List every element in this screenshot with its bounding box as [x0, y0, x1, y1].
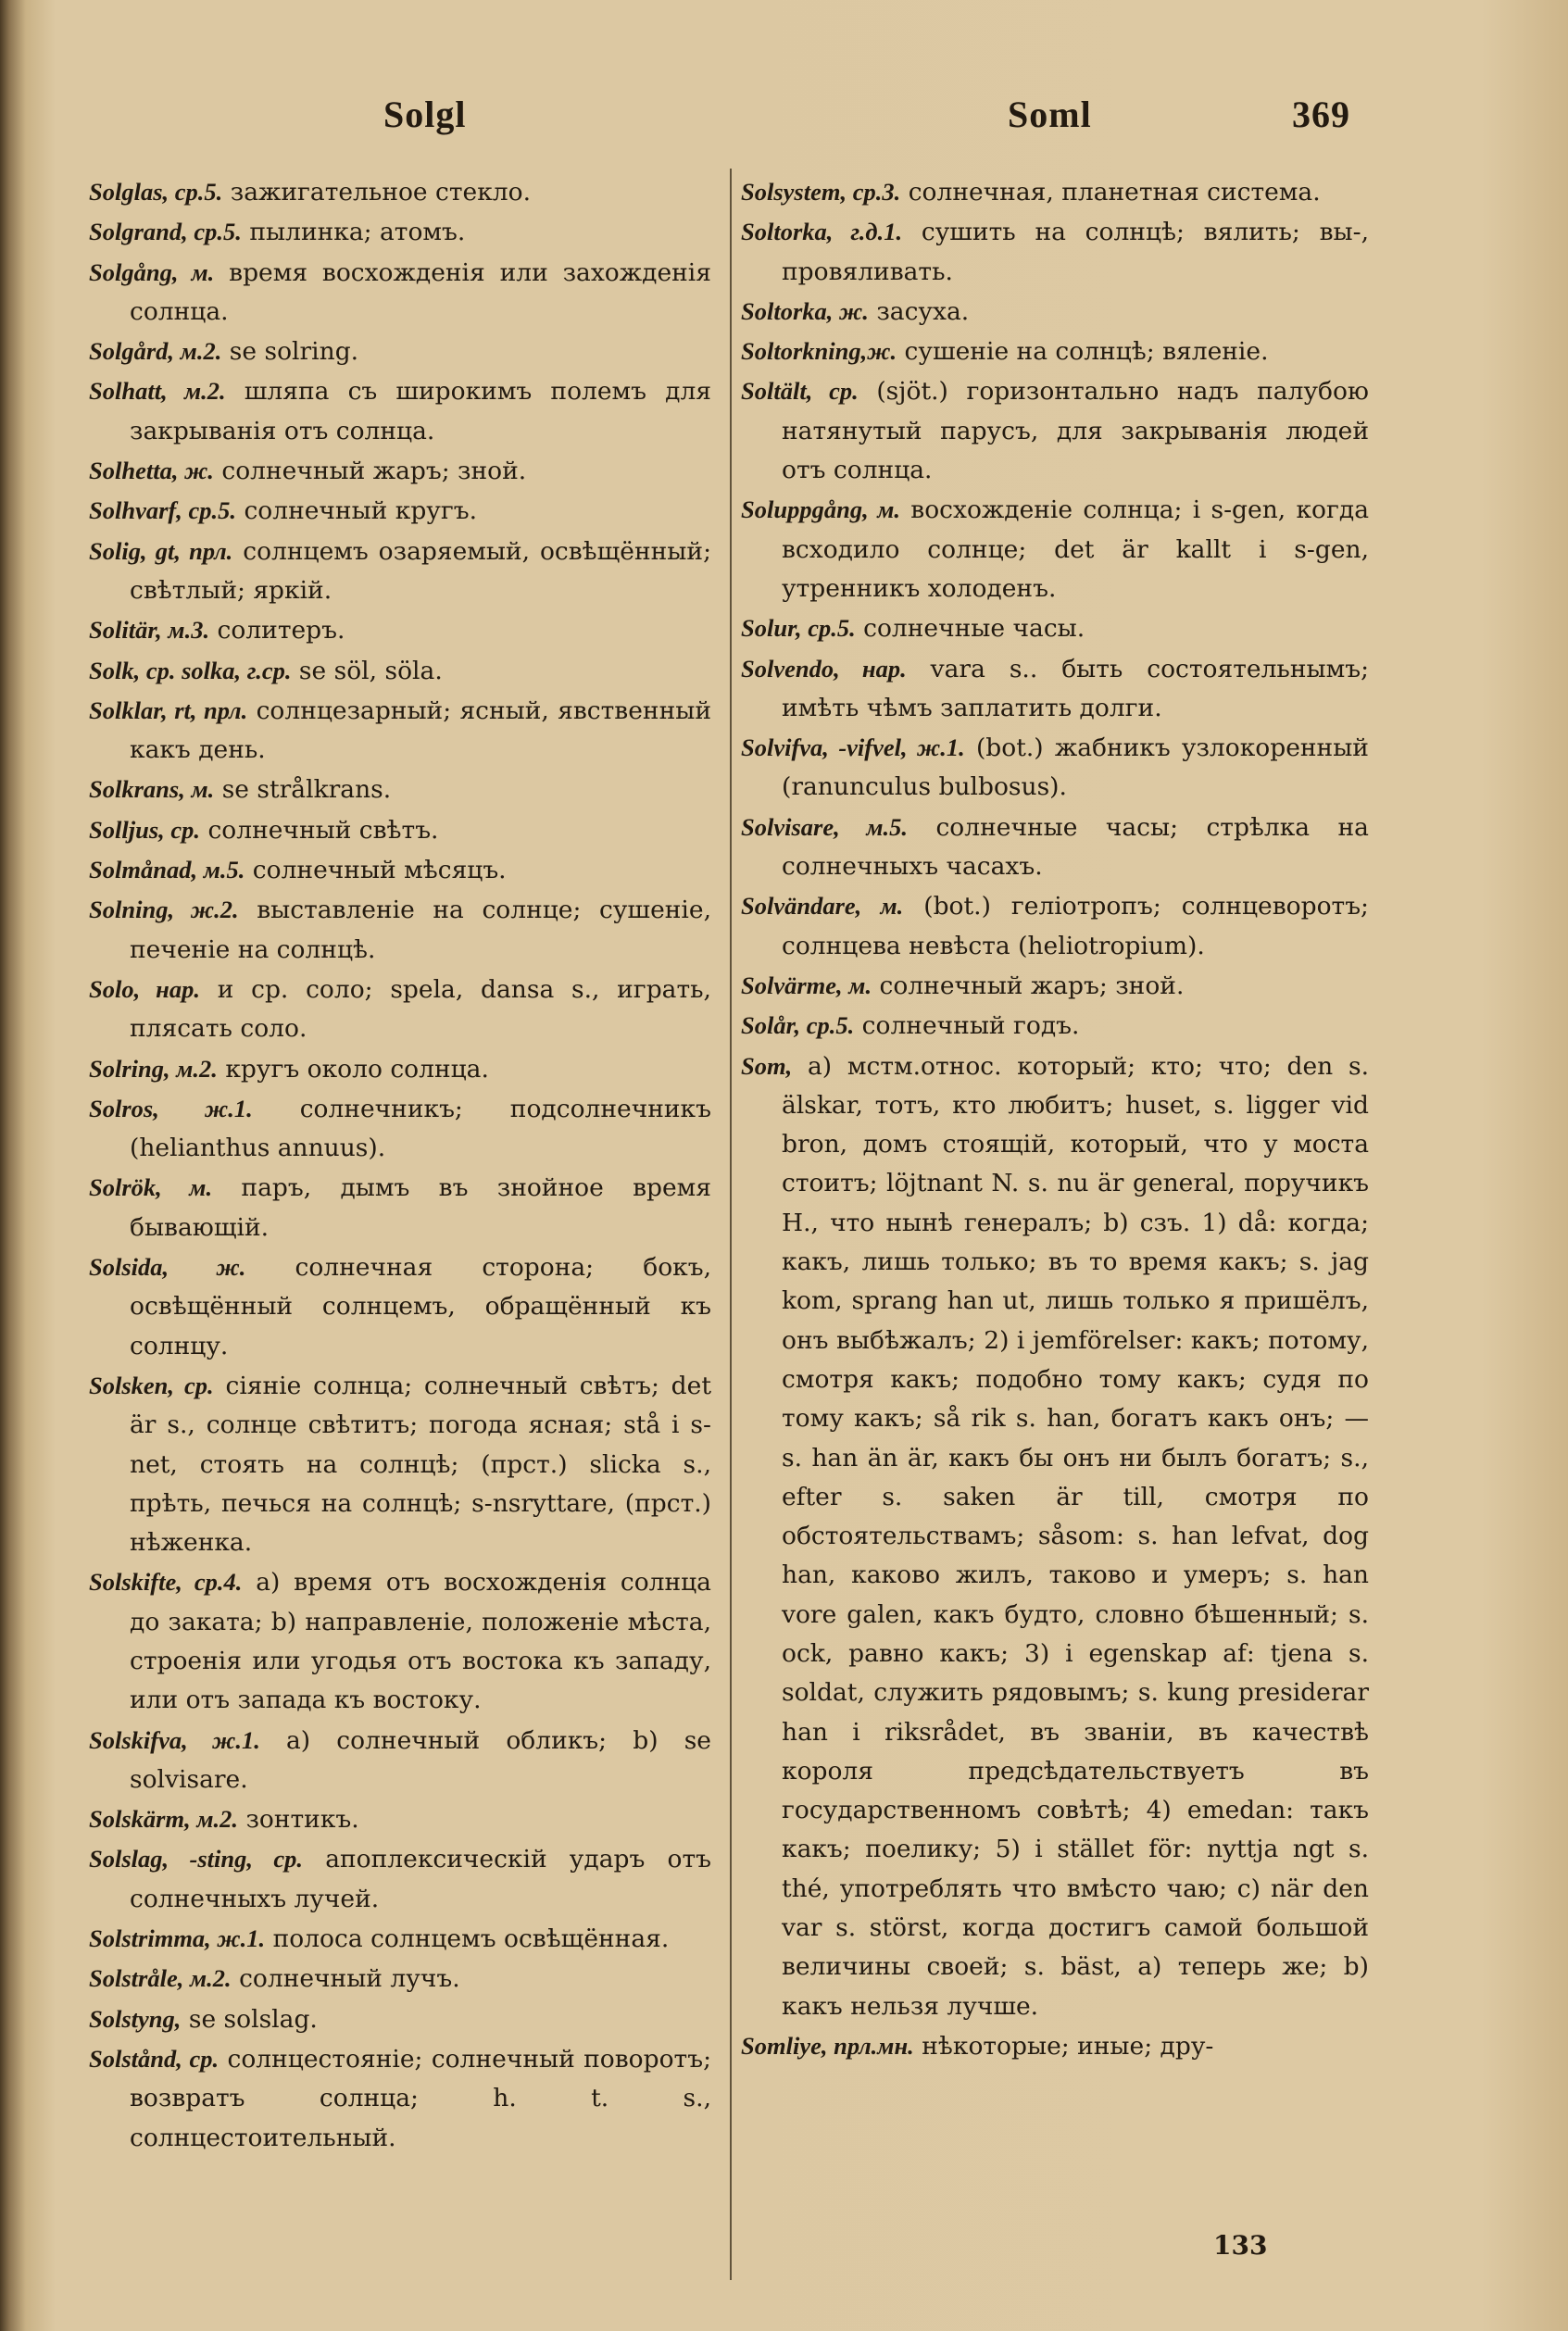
- dictionary-entry: [89, 651, 711, 691]
- entry-headword: Solstyng,: [89, 2004, 182, 2033]
- entry-headword: Solstråle, м.2.: [89, 1964, 232, 1993]
- dictionary-entry: [89, 332, 711, 371]
- dictionary-entry: [89, 890, 711, 970]
- entry-headword: Soluppgång, м.: [741, 495, 900, 524]
- entry-definition: солнцестояніе; солнечный поворотъ; возвратъ солнца; h. t. s., солнцестоительный.: [130, 2044, 711, 2152]
- entry-definition: сушеніе на солнцѣ; вяленіе.: [904, 337, 1269, 367]
- entry-headword: Solskärm, м.2.: [89, 1805, 238, 1834]
- left-column: [89, 172, 711, 2158]
- dictionary-entry: [89, 1049, 711, 1089]
- entry-headword: Solhvarf, ср.5.: [89, 496, 236, 525]
- entry-headword: Som,: [741, 1051, 793, 1080]
- entry-headword: Solrök, м.: [89, 1173, 213, 1202]
- entry-definition: зажигательное стекло.: [230, 178, 531, 207]
- entry-headword: Solgrand, ср.5.: [89, 218, 242, 246]
- dictionary-entry: [89, 1959, 711, 1999]
- entry-headword: Solmånad, м.5.: [89, 856, 245, 884]
- dictionary-entry: [89, 212, 711, 252]
- dictionary-entry: [741, 371, 1369, 490]
- header-left-guide-word: Solgl: [383, 94, 467, 135]
- dictionary-entry: [89, 491, 711, 531]
- entry-headword: Solvifva, -vifvel, ж.1.: [741, 733, 965, 762]
- entry-headword: Solsida, ж.: [89, 1253, 246, 1282]
- entry-definition: se söl, söla.: [298, 656, 443, 685]
- entry-definition: выставленіе на солнце; сушеніе, печеніе на солнцѣ.: [130, 896, 711, 964]
- dictionary-entry: [741, 608, 1369, 648]
- dictionary-entry: [89, 770, 711, 809]
- dictionary-entry: [741, 1046, 1369, 2026]
- entry-definition: нѣкоторые; иные; дру-: [922, 2031, 1214, 2061]
- dictionary-entry: [89, 1799, 711, 1839]
- entry-definition: vara s.. быть состоятельнымъ; имѣть чѣмъ заплатить долги.: [782, 654, 1369, 722]
- dictionary-entry: [741, 332, 1369, 371]
- entry-headword: Solstånd, ср.: [89, 2044, 220, 2073]
- entry-headword: Solvendo, нар.: [741, 654, 907, 683]
- dictionary-entry: [741, 490, 1369, 608]
- entry-headword: Solros, ж.1.: [89, 1094, 253, 1122]
- dictionary-entry: [741, 966, 1369, 1006]
- dictionary-entry: [89, 1839, 711, 1919]
- entry-definition: полоса солнцемъ освѣщённая.: [272, 1924, 670, 1954]
- dictionary-entry: [741, 1006, 1369, 1046]
- entry-definition: se strålkrans.: [221, 775, 392, 805]
- dictionary-entry: [741, 2026, 1369, 2066]
- entry-definition: солнечные часы.: [863, 614, 1085, 644]
- entry-definition: восхожденіе солнца; i s-gen, когда всходило солнце; det är kallt i s-gen, утренникъ холоденъ.: [782, 495, 1369, 603]
- entry-definition: (bot.) геліотропъ; солнцеворотъ; солнцева невѣста (heliotropium).: [782, 892, 1369, 960]
- entry-definition: время восхожденія или захожденія солнца.: [130, 257, 711, 326]
- entry-headword: Solhatt, м.2.: [89, 377, 226, 406]
- entry-headword: Soltält, ср.: [741, 377, 859, 406]
- dictionary-entry: [89, 1089, 711, 1169]
- entry-headword: Solring, м.2.: [89, 1054, 218, 1083]
- entry-definition: солнечникъ; подсолнечникъ (helianthus annuus).: [130, 1094, 711, 1163]
- entry-headword: Solning, ж.2.: [89, 896, 239, 924]
- entry-definition: засуха.: [876, 296, 970, 326]
- dictionary-entry: [89, 172, 711, 212]
- entry-definition: солнечная, планетная система.: [908, 178, 1321, 207]
- entry-definition: (sjöt.) горизонтально надъ палубою натянутый парусъ, для закрыванія людей отъ солнца.: [782, 377, 1370, 485]
- entry-definition: шляпа съ широкимъ полемъ для закрыванія отъ солнца.: [130, 377, 712, 445]
- entry-definition: a) время отъ восхожденія солнца до заката; b) направленіе, положеніе мѣста, строенія или угодья отъ востока къ западу, или отъ запада къ востоку.: [130, 1568, 711, 1715]
- entry-definition: солнцезарный; ясный, явственный какъ день.: [130, 696, 711, 765]
- entry-headword: Solig, gt, прл.: [89, 536, 233, 565]
- dictionary-entry: [89, 1999, 711, 2039]
- dictionary-entry: [89, 1247, 711, 1366]
- dictionary-entry: [741, 172, 1369, 212]
- entry-definition: se solring.: [229, 337, 359, 367]
- dictionary-entry: [741, 808, 1369, 887]
- entry-headword: Soltorka, ж.: [741, 296, 869, 325]
- dictionary-entry: [89, 610, 711, 650]
- running-header: [0, 93, 1568, 148]
- dictionary-entry: [741, 728, 1369, 808]
- dictionary-entry: [89, 1721, 711, 1800]
- dictionary-entry: [89, 371, 711, 451]
- entry-headword: Solljus, ср.: [89, 815, 201, 844]
- dictionary-entry: [89, 451, 711, 491]
- entry-definition: солитеръ.: [217, 616, 345, 645]
- entry-definition: se solslag.: [188, 2004, 318, 2034]
- header-right-guide-word: Soml: [1008, 94, 1092, 135]
- entry-headword: Solkrans, м.: [89, 775, 215, 804]
- entry-definition: солнечный жаръ; зной.: [879, 971, 1185, 1000]
- entry-definition: кругъ около солнца.: [225, 1054, 489, 1084]
- entry-definition: солнечный кругъ.: [244, 496, 478, 526]
- entry-definition: солнечный лучъ.: [239, 1964, 460, 1994]
- entry-definition: сушить на солнцѣ; вялить; вы-, провяливать.: [782, 218, 1369, 286]
- dictionary-entry: [89, 850, 711, 890]
- dictionary-entry: [89, 1919, 711, 1959]
- entry-headword: Solur, ср.5.: [741, 614, 856, 643]
- dictionary-entry: [741, 649, 1369, 729]
- dictionary-entry: [89, 810, 711, 850]
- signature-number: 133: [1213, 2230, 1268, 2261]
- entry-definition: сіяніе солнца; солнечный свѣтъ; det är s., солнце свѣтитъ; погода ясная; stå i s-net, стоять на солнцѣ; (прст.) slicka s., прѣть, печься на солнцѣ; s-nsryttare, (прст.) нѣженка.: [130, 1371, 711, 1558]
- dictionary-entry: [89, 532, 711, 611]
- entry-definition: пылинка; атомъ.: [249, 218, 466, 247]
- entry-definition: a) мстм.относ. который; кто; что; den s. älskar, тотъ, кто любитъ; huset, s. ligger vid bron, домъ стоящій, который, что у моста стоитъ; löjtnant N. s. nu är general, поручикъ Н., что нынѣ генералъ; b) сзъ. 1) då: когда; какъ, лишь только; въ то время какъ; s. jag kom, sprang han ut, лишь только я пришёлъ, онъ выбѣжалъ; 2) i jemförelser: какъ; потому, смотря какъ; подобно тому какъ; судя по тому какъ; så rik s. han, богатъ какъ онъ; — s. han än är, какъ бы онъ ни былъ богатъ; s., efter s. saken är till, смотря по обстоятельствамъ; såsom: s. han lefvat, dog han, каково жилъ, таково и умеръ; s. han vore galen, какъ будто, словно бѣшенный; s. ock, равно какъ; 3) i egenskap af: tjena s. soldat, служить рядовымъ; s. kung presiderar han i riksrådet, въ званіи, въ качествѣ короля предсѣдательствуетъ въ государственномъ совѣтѣ; 4) emedan: такъ какъ; поелику; 5) i stället för: nyttja ngt s. thé, употреблять что вмѣсто чаю; c) när den var s. störst, когда достигъ самой большой величины своей; s. bäst, a) теперь же; b) какъ нельзя лучше.: [782, 1051, 1369, 2021]
- entry-definition: паръ, дымъ въ знойное время бывающій.: [130, 1173, 711, 1242]
- entry-definition: солнечный мѣсяцъ.: [252, 856, 507, 885]
- entry-definition: солнечный годъ.: [861, 1011, 1080, 1041]
- entry-definition: (bot.) жабникъ узлокоренный (ranunculus bulbosus).: [782, 733, 1369, 802]
- entry-definition: апоплексическій ударъ отъ солнечныхъ лучей.: [130, 1845, 711, 1913]
- entry-headword: Solvärme, м.: [741, 971, 872, 999]
- entry-headword: Solvisare, м.5.: [741, 812, 909, 841]
- entry-headword: Solstrimma, ж.1.: [89, 1924, 266, 1953]
- entry-definition: солнечная сторона; бокъ, освѣщённый солнцемъ, обращённый къ солнцу.: [130, 1253, 711, 1360]
- entry-headword: Solk, ср. solka, г.ср.: [89, 656, 292, 684]
- entry-definition: зонтикъ.: [245, 1805, 359, 1835]
- column-divider: [730, 169, 732, 2280]
- entry-headword: Solo, нар.: [89, 974, 200, 1003]
- entry-headword: Solslag, -sting, ср.: [89, 1845, 304, 1874]
- entry-headword: Solsken, ср.: [89, 1371, 214, 1399]
- entry-definition: a) солнечный обликъ; b) se solvisare.: [130, 1725, 711, 1794]
- dictionary-entry: [89, 1366, 711, 1562]
- page-number: 369: [1292, 94, 1350, 135]
- right-column: [741, 172, 1369, 2066]
- dictionary-entry: [741, 886, 1369, 966]
- dictionary-entry: [741, 212, 1369, 292]
- dictionary-entry: [89, 253, 711, 332]
- entry-headword: Solskifva, ж.1.: [89, 1725, 260, 1754]
- dictionary-entry: [89, 1168, 711, 1247]
- entry-headword: Solitär, м.3.: [89, 616, 210, 645]
- entry-definition: солнечный жаръ; зной.: [221, 457, 527, 486]
- entry-headword: Soltorkning,ж.: [741, 337, 897, 366]
- dictionary-entry: [89, 970, 711, 1049]
- entry-headword: Solklar, rt, прл.: [89, 696, 248, 724]
- entry-definition: солнцемъ озаряемый, освѣщённый; свѣтлый; яркій.: [130, 536, 711, 605]
- entry-definition: и ср. соло; spela, dansa s., играть, плясать соло.: [130, 974, 711, 1044]
- entry-definition: солнечные часы; стрѣлка на солнечныхъ часахъ.: [782, 812, 1369, 882]
- entry-headword: Solsystem, ср.3.: [741, 178, 901, 206]
- entry-headword: Soltorka, г.д.1.: [741, 218, 903, 246]
- entry-headword: Solvändare, м.: [741, 892, 904, 921]
- entry-headword: Solglas, ср.5.: [89, 178, 223, 206]
- dictionary-entry: [89, 691, 711, 771]
- entry-definition: солнечный свѣтъ.: [207, 815, 439, 845]
- entry-headword: Solgård, м.2.: [89, 337, 222, 366]
- entry-headword: Solhetta, ж.: [89, 457, 214, 485]
- entry-headword: Somliye, прл.мн.: [741, 2031, 914, 2060]
- dictionary-entry: [89, 2039, 711, 2158]
- dictionary-entry: [89, 1562, 711, 1720]
- entry-headword: Solgång, м.: [89, 257, 215, 286]
- entry-headword: Solår, ср.5.: [741, 1011, 855, 1040]
- dictionary-entry: [741, 292, 1369, 332]
- entry-headword: Solskifte, ср.4.: [89, 1568, 243, 1597]
